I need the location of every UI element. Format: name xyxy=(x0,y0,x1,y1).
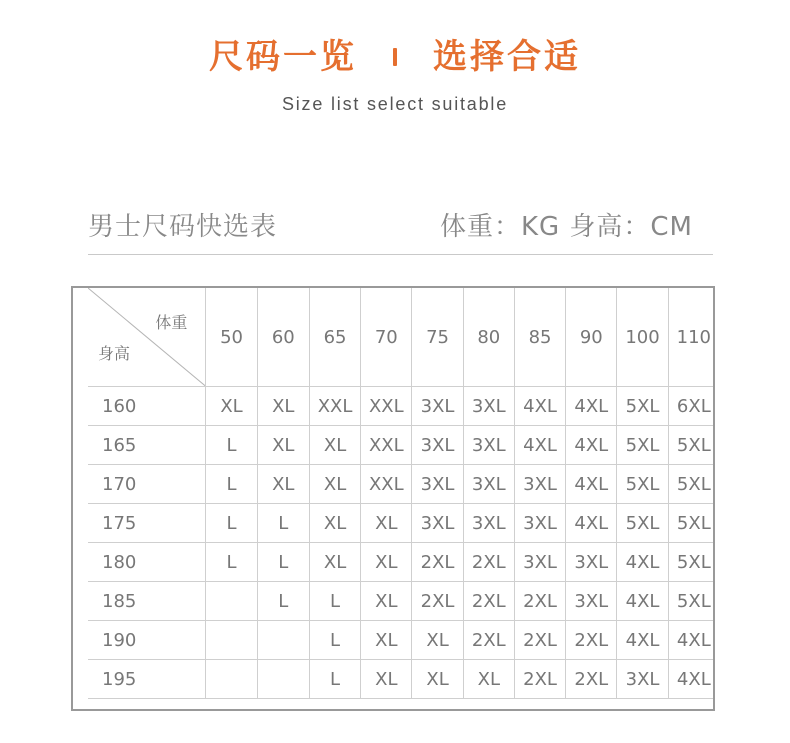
size-cell: XL xyxy=(309,543,360,582)
size-cell: 2XL xyxy=(463,621,514,660)
title-divider xyxy=(393,48,397,66)
size-cell: 2XL xyxy=(463,582,514,621)
table-row xyxy=(88,504,715,543)
size-cell: 4XL xyxy=(514,387,565,426)
subtitle: Size list select suitable xyxy=(281,94,509,114)
size-cell: 2XL xyxy=(566,660,617,699)
size-cell: L xyxy=(206,543,257,582)
size-cell: XL xyxy=(257,426,309,465)
weight-column-header: 80 xyxy=(463,288,514,387)
size-cell: 2XL xyxy=(566,621,617,660)
size-cell: XL xyxy=(361,504,412,543)
size-cell xyxy=(257,621,309,660)
size-cell xyxy=(257,660,309,699)
size-cell: L xyxy=(309,621,360,660)
size-cell: 2XL xyxy=(412,582,463,621)
height-cell: 185 xyxy=(88,582,206,621)
size-cell: L xyxy=(257,582,309,621)
table-row xyxy=(88,465,715,504)
height-cell: 170 xyxy=(88,465,206,504)
table-row xyxy=(88,621,715,660)
size-cell: 3XL xyxy=(463,465,514,504)
size-cell: XL xyxy=(257,387,309,426)
size-cell xyxy=(206,660,257,699)
size-cell: 3XL xyxy=(566,543,617,582)
table-header-bar xyxy=(88,200,713,255)
size-cell: L xyxy=(206,465,257,504)
height-cell: 180 xyxy=(88,543,206,582)
size-cell: XL xyxy=(309,465,360,504)
table-row xyxy=(88,543,715,582)
size-cell: XL xyxy=(463,660,514,699)
unit-label: 体重：KG 身高：CM xyxy=(439,212,693,242)
size-cell xyxy=(206,582,257,621)
size-cell: 3XL xyxy=(412,426,463,465)
title-left: 尺码一览 xyxy=(209,37,357,77)
size-cell: XL xyxy=(309,504,360,543)
size-cell: 4XL xyxy=(617,543,668,582)
size-cell: 4XL xyxy=(668,621,715,660)
size-cell: 5XL xyxy=(617,426,668,465)
size-cell: 5XL xyxy=(617,504,668,543)
size-cell: 4XL xyxy=(668,660,715,699)
height-cell: 165 xyxy=(88,426,206,465)
size-cell: XL xyxy=(361,582,412,621)
height-axis-label: 身高 xyxy=(98,344,131,363)
size-cell: XL xyxy=(361,660,412,699)
size-cell: L xyxy=(206,426,257,465)
size-cell: 5XL xyxy=(668,504,715,543)
table-row xyxy=(88,426,715,465)
table-row xyxy=(88,582,715,621)
size-cell: 3XL xyxy=(463,426,514,465)
weight-column-header: 60 xyxy=(257,288,309,387)
size-cell: 2XL xyxy=(412,543,463,582)
size-cell: L xyxy=(309,660,360,699)
size-cell: XXL xyxy=(361,426,412,465)
size-cell: L xyxy=(206,504,257,543)
size-cell: XL xyxy=(361,543,412,582)
height-cell: 175 xyxy=(88,504,206,543)
size-cell: 5XL xyxy=(668,582,715,621)
size-cell: XXL xyxy=(309,387,360,426)
size-cell: 3XL xyxy=(514,543,565,582)
size-cell: 5XL xyxy=(668,465,715,504)
weight-column-header: 50 xyxy=(206,288,257,387)
size-cell: XL xyxy=(257,465,309,504)
size-cell: 4XL xyxy=(566,504,617,543)
size-cell: XL xyxy=(412,621,463,660)
size-cell: 3XL xyxy=(412,387,463,426)
title-right: 选择合适 xyxy=(433,37,581,77)
size-cell: XL xyxy=(206,387,257,426)
size-cell: 3XL xyxy=(463,387,514,426)
size-cell: XL xyxy=(412,660,463,699)
size-cell: XL xyxy=(309,426,360,465)
size-cell xyxy=(206,621,257,660)
size-cell: 3XL xyxy=(617,660,668,699)
size-cell: 3XL xyxy=(566,582,617,621)
weight-axis-label: 体重 xyxy=(155,313,188,332)
size-cell: 2XL xyxy=(514,582,565,621)
table-row xyxy=(88,387,715,426)
weight-column-header: 70 xyxy=(361,288,412,387)
table-name: 男士尺码快选表 xyxy=(88,212,278,242)
table-row xyxy=(88,660,715,699)
main-title xyxy=(0,37,790,77)
corner-cell xyxy=(88,288,206,387)
weight-column-header: 100 xyxy=(617,288,668,387)
size-cell: 3XL xyxy=(412,504,463,543)
size-cell: XXL xyxy=(361,465,412,504)
size-cell: XL xyxy=(361,621,412,660)
height-cell: 195 xyxy=(88,660,206,699)
size-table xyxy=(88,288,715,699)
size-cell: 2XL xyxy=(463,543,514,582)
weight-column-header: 90 xyxy=(566,288,617,387)
size-cell: 3XL xyxy=(463,504,514,543)
size-cell: 5XL xyxy=(617,387,668,426)
size-cell: 4XL xyxy=(514,426,565,465)
height-cell: 160 xyxy=(88,387,206,426)
size-cell: L xyxy=(309,582,360,621)
size-cell: 5XL xyxy=(617,465,668,504)
header-row xyxy=(88,288,715,387)
height-cell: 190 xyxy=(88,621,206,660)
size-cell: 4XL xyxy=(617,582,668,621)
weight-column-header: 75 xyxy=(412,288,463,387)
size-table-frame xyxy=(71,286,715,711)
size-cell: 3XL xyxy=(514,504,565,543)
size-cell: 4XL xyxy=(617,621,668,660)
size-cell: 2XL xyxy=(514,621,565,660)
weight-column-header: 65 xyxy=(309,288,360,387)
size-cell: 4XL xyxy=(566,387,617,426)
size-cell: 3XL xyxy=(412,465,463,504)
diagonal-line xyxy=(88,288,205,386)
title-block xyxy=(0,37,790,115)
size-cell: 4XL xyxy=(566,426,617,465)
size-cell: 5XL xyxy=(668,543,715,582)
size-cell: 2XL xyxy=(514,660,565,699)
weight-column-header: 85 xyxy=(514,288,565,387)
weight-column-header: 110 xyxy=(668,288,715,387)
size-cell: XXL xyxy=(361,387,412,426)
size-cell: 6XL xyxy=(668,387,715,426)
size-cell: L xyxy=(257,543,309,582)
size-cell: 4XL xyxy=(566,465,617,504)
size-cell: 5XL xyxy=(668,426,715,465)
size-cell: 3XL xyxy=(514,465,565,504)
size-cell: L xyxy=(257,504,309,543)
